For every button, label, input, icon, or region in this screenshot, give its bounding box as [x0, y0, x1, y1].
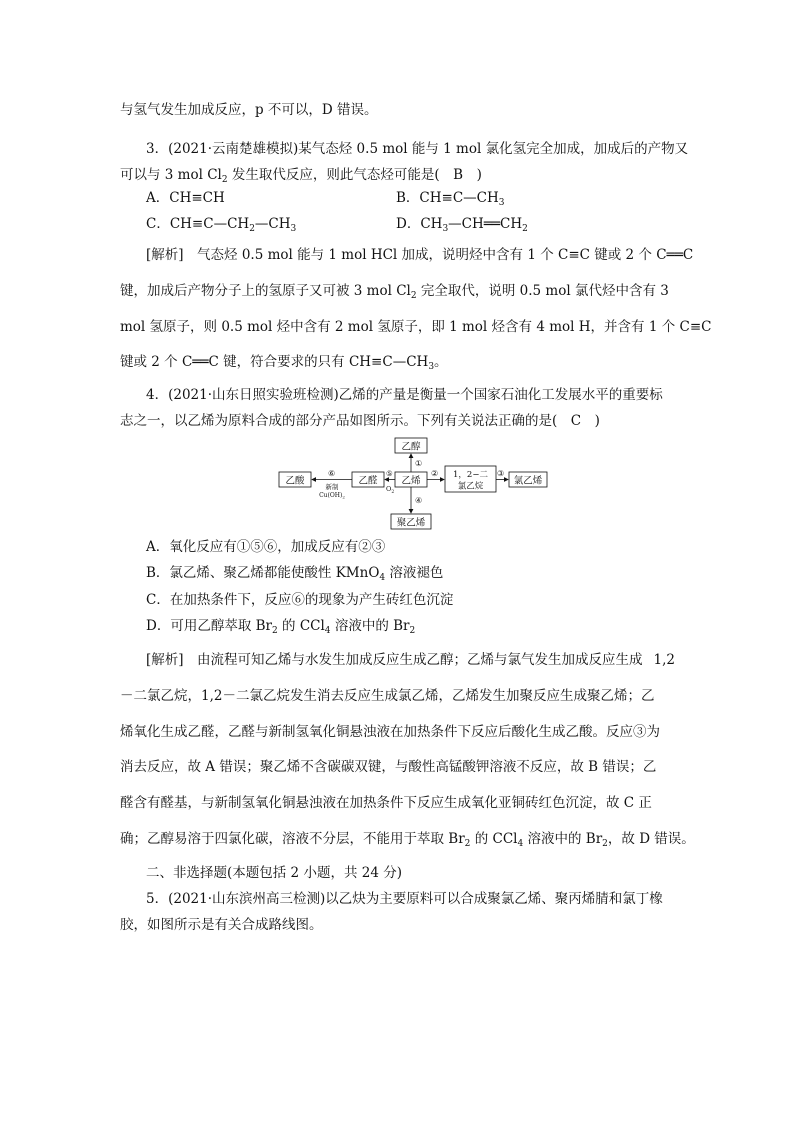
q4-option-a: A．氧化反应有①⑤⑥，加成反应有②③: [146, 539, 386, 555]
section-2-heading: 二、非选择题(本题包括 2 小题，共 24 分): [146, 865, 402, 881]
reagent-o2: $O_2$: [386, 485, 395, 495]
condition-cuoh2: $Cu(OH)_2$: [319, 492, 345, 500]
synthesis-flow-diagram: [278, 436, 548, 532]
q4-option-c: C．在加热条件下，反应⑥的现象为产生砖红色沉淀: [146, 592, 454, 608]
q4-explanation-line4: 消去反应，故 A 错误；聚乙烯不含碳碳双键，与酸性高锰酸钾溶液不反应，故 B 错误；乙: [120, 759, 657, 775]
step-3-label: ③: [497, 469, 505, 478]
node-vinyl-chloride-label: 氯乙烯: [513, 475, 543, 487]
q3-explanation-line2: 键，加成后产物分子上的氢原子又可被 3 mol $Cl_2$ 完全取代，说明 0.5 mol 氯代烃中含有 3: [120, 283, 669, 301]
q4-explanation-line5: 醛含有醛基，与新制氢氧化铜悬浊液在加热条件下反应生成氧化亚铜砖红色沉淀，故 C 正: [120, 795, 652, 811]
q3-option-d: D．$CH_3—CH══CH_2$: [396, 216, 528, 234]
step-1-label: ①: [415, 459, 423, 468]
q5-stem-line1: 5．(2021·山东滨州高三检测)以乙炔为主要原料可以合成聚氯乙烯、聚丙烯腈和氯丁橡: [146, 891, 663, 907]
q4-explanation-line3: 烯氧化生成乙醛，乙醛与新制氢氧化铜悬浊液在加热条件下反应后酸化生成乙酸。反应③为: [120, 724, 660, 740]
node-dichloroethane-label-1: 1，2−二: [453, 470, 488, 480]
line-top: 与氢气发生加成反应，p 不可以，D 错误。: [120, 102, 378, 118]
q4-stem-line1: 4．(2021·山东日照实验班检测)乙烯的产量是衡量一个国家石油化工发展水平的重要标: [146, 387, 663, 403]
q4-explanation-line1: [解析] 由流程可知乙烯与水发生加成反应生成乙醇；乙烯与氯气发生加成反应生成 1,2: [146, 652, 675, 668]
q3-option-a: A．CH≡CH: [146, 190, 225, 206]
step-5-label: ⑤: [386, 469, 393, 478]
node-acetic-acid-label: 乙酸: [285, 475, 305, 487]
q4-explanation-line6: 确；乙醇易溶于四氯化碳，溶液不分层，不能用于萃取 $Br_2$ 的 CCl$_4$ 溶液中的 $Br_2$，故 D 错误。: [120, 831, 695, 849]
q5-stem-line2: 胶，如图所示是有关合成路线图。: [120, 917, 323, 933]
q3-stem-line2: 可以与 3 mol $Cl_2$ 发生取代反应，则此气态烃可能是( B ): [120, 167, 482, 185]
condition-fresh: 新制: [325, 483, 339, 491]
q3-stem-line1: 3．(2021·云南楚雄模拟)某气态烃 0.5 mol 能与 1 mol 氯化氢完全加成，加成后的产物又: [146, 141, 689, 157]
step-2-label: ②: [431, 469, 439, 478]
step-6-label: ⑥: [328, 469, 336, 478]
node-ethanol-label: 乙醇: [401, 441, 421, 453]
node-polyethylene-label: 聚乙烯: [396, 517, 426, 529]
q3-option-b: B．$CH\equiv C—CH_3$: [396, 190, 505, 208]
q4-option-d: D．可用乙醇萃取 $Br_2$ 的 CCl$_4$ 溶液中的 $Br_2$: [146, 618, 416, 636]
step-4-label: ④: [415, 496, 423, 505]
node-acetaldehyde-label: 乙醛: [358, 475, 378, 487]
q3-option-c: C．$CH\equiv C—CH_2—CH_3$: [146, 216, 297, 234]
node-dichloroethane-label-2: 氯乙烷: [457, 481, 484, 492]
q3-explanation-line3: mol 氢原子，则 0.5 mol 烃中含有 2 mol 氢原子，即 1 mol 烃含有 4 mol H，并含有 1 个 C≡C: [120, 319, 712, 335]
q4-stem-line2: 志之一，以乙烯为原料合成的部分产品如图所示。下列有关说法正确的是( C ): [120, 413, 600, 429]
q4-explanation-line2: －二氯乙烷，1,2－二氯乙烷发生消去反应生成氯乙烯，乙烯发生加聚反应生成聚乙烯；乙: [120, 688, 655, 704]
q3-explanation-line4: 键或 2 个 C══C 键，符合要求的只有 $CH\equiv C—CH_3$。: [120, 354, 448, 372]
q4-option-b: B．氯乙烯、聚乙烯都能使酸性 KMnO$_4$ 溶液褪色: [146, 565, 444, 583]
node-ethylene-label: 乙烯: [401, 475, 421, 487]
q3-explanation-line1: [解析] 气态烃 0.5 mol 能与 1 mol HCl 加成，说明烃中含有 1 个 C≡C 键或 2 个 C══C: [146, 247, 694, 263]
